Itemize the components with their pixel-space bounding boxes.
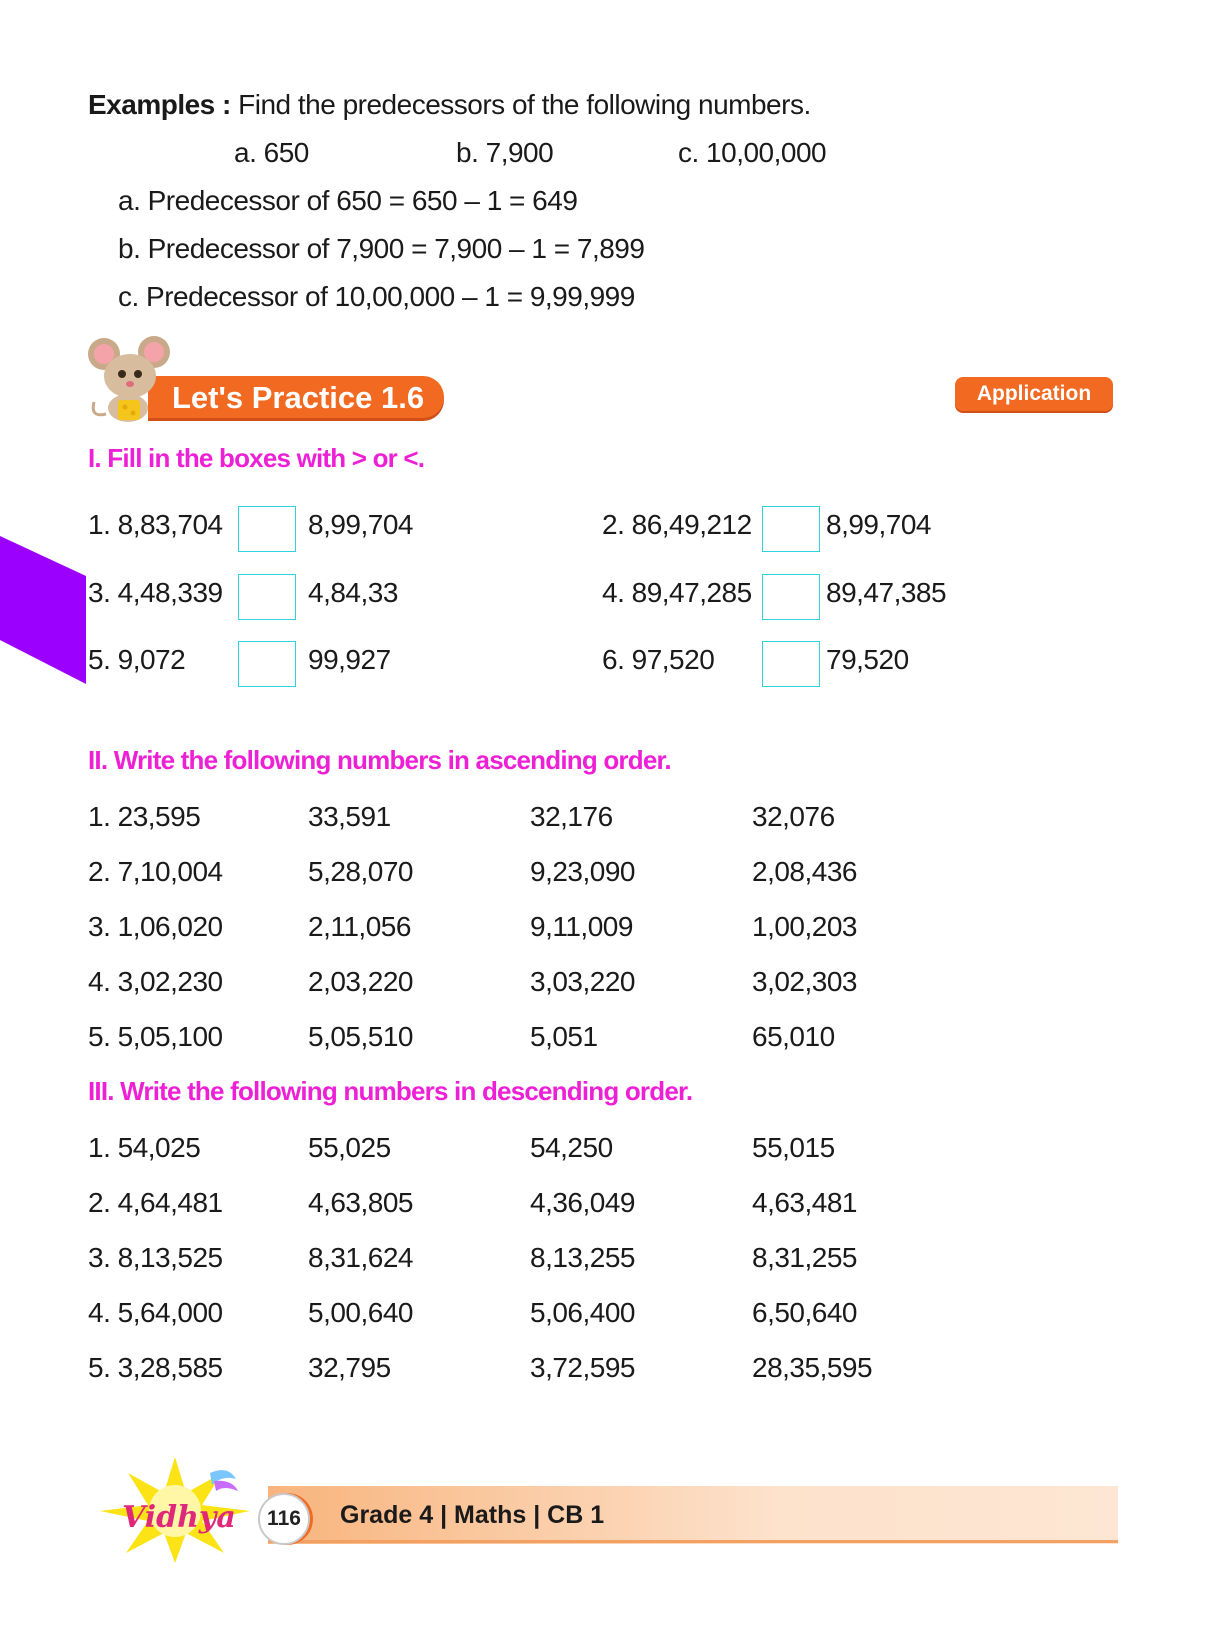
desc-row3-col4: 8,31,255 [752,1242,857,1273]
asc-row4-col3: 3,03,220 [530,966,635,997]
footer-divider [268,1540,1118,1543]
footer-separator-2: | [533,1501,541,1529]
example-answer-b: b. Predecessor of 7,900 = 7,900 – 1 = 7,899 [118,233,645,264]
compare-left-6: 6. 97,520 [602,644,715,675]
practice-title: Let's Practice 1.6 [172,380,425,415]
compare-left-5: 5. 9,072 [88,644,186,675]
desc-row2-col2: 4,63,805 [308,1187,413,1218]
footer-label [340,1498,604,1532]
section1-heading: I. Fill in the boxes with > or <. [88,443,425,473]
example-answer-c: c. Predecessor of 10,00,000 – 1 = 9,99,999 [118,281,635,312]
desc-row3-col3: 8,13,255 [530,1242,635,1273]
compare-left-3: 3. 4,48,339 [88,577,223,608]
application-tag: Application [955,377,1113,411]
section3-heading: III. Write the following numbers in descending order. [88,1076,693,1106]
footer-separator-1: | [440,1501,448,1529]
desc-row2-col1: 2. 4,64,481 [88,1187,223,1218]
asc-row3-col1: 3. 1,06,020 [88,911,223,942]
example-item-c: c. 10,00,000 [678,137,827,168]
asc-row1-col1: 1. 23,595 [88,801,201,832]
asc-row5-col4: 65,010 [752,1021,835,1052]
desc-row1-col3: 54,250 [530,1132,613,1163]
desc-row4-col2: 5,00,640 [308,1297,413,1328]
answer-box-1[interactable] [238,506,296,552]
desc-row3-col1: 3. 8,13,525 [88,1242,223,1273]
asc-row1-col3: 32,176 [530,801,613,832]
asc-row4-col2: 2,03,220 [308,966,413,997]
examples-label: Examples : [88,89,231,120]
answer-box-5[interactable] [238,641,296,687]
compare-right-6: 79,520 [826,644,909,675]
section2-heading: II. Write the following numbers in ascending order. [88,745,671,775]
asc-row2-col3: 9,23,090 [530,856,635,887]
asc-row5-col3: 5,051 [530,1021,598,1052]
example-item-b: b. 7,900 [456,137,554,168]
asc-row4-col4: 3,02,303 [752,966,857,997]
asc-row1-col4: 32,076 [752,801,835,832]
desc-row1-col2: 55,025 [308,1132,391,1163]
asc-row5-col1: 5. 5,05,100 [88,1021,223,1052]
desc-row5-col1: 5. 3,28,585 [88,1352,223,1383]
compare-right-4: 89,47,385 [826,577,947,608]
asc-row3-col3: 9,11,009 [530,911,633,942]
desc-row2-col3: 4,36,049 [530,1187,635,1218]
asc-row1-col2: 33,591 [308,801,391,832]
footer-book: CB 1 [547,1501,605,1529]
desc-row1-col1: 1. 54,025 [88,1132,201,1163]
page-number: 116 [258,1493,310,1545]
desc-row5-col3: 3,72,595 [530,1352,635,1383]
logo-text: Vidhya [122,1500,236,1535]
examples-instruction: Find the predecessors of the following numbers. [230,89,811,120]
asc-row5-col2: 5,05,510 [308,1021,413,1052]
asc-row2-col2: 5,28,070 [308,856,413,887]
desc-row1-col4: 55,015 [752,1132,835,1163]
desc-row3-col2: 8,31,624 [308,1242,413,1273]
desc-row4-col1: 4. 5,64,000 [88,1297,223,1328]
compare-right-3: 4,84,33 [308,577,398,608]
desc-row4-col4: 6,50,640 [752,1297,857,1328]
side-tab-marker [0,536,88,684]
compare-left-2: 2. 86,49,212 [602,509,752,540]
compare-right-2: 8,99,704 [826,509,931,540]
asc-row2-col4: 2,08,436 [752,856,857,887]
asc-row3-col2: 2,11,056 [308,911,411,942]
answer-box-3[interactable] [238,574,296,620]
asc-row4-col1: 4. 3,02,230 [88,966,223,997]
compare-right-1: 8,99,704 [308,509,413,540]
mouse-mascot-icon [86,334,176,426]
asc-row3-col4: 1,00,203 [752,911,857,942]
asc-row2-col1: 2. 7,10,004 [88,856,223,887]
desc-row2-col4: 4,63,481 [752,1187,857,1218]
desc-row5-col2: 32,795 [308,1352,391,1383]
examples-line [88,88,811,122]
answer-box-6[interactable] [762,641,820,687]
compare-right-5: 99,927 [308,644,391,675]
example-answer-a: a. Predecessor of 650 = 650 – 1 = 649 [118,185,578,216]
compare-left-1: 1. 8,83,704 [88,509,223,540]
footer-grade: Grade 4 [340,1501,434,1529]
answer-box-2[interactable] [762,506,820,552]
answer-box-4[interactable] [762,574,820,620]
desc-row5-col4: 28,35,595 [752,1352,873,1383]
footer-subject: Maths [454,1501,527,1529]
example-item-a: a. 650 [234,137,309,168]
compare-left-4: 4. 89,47,285 [602,577,752,608]
desc-row4-col3: 5,06,400 [530,1297,635,1328]
